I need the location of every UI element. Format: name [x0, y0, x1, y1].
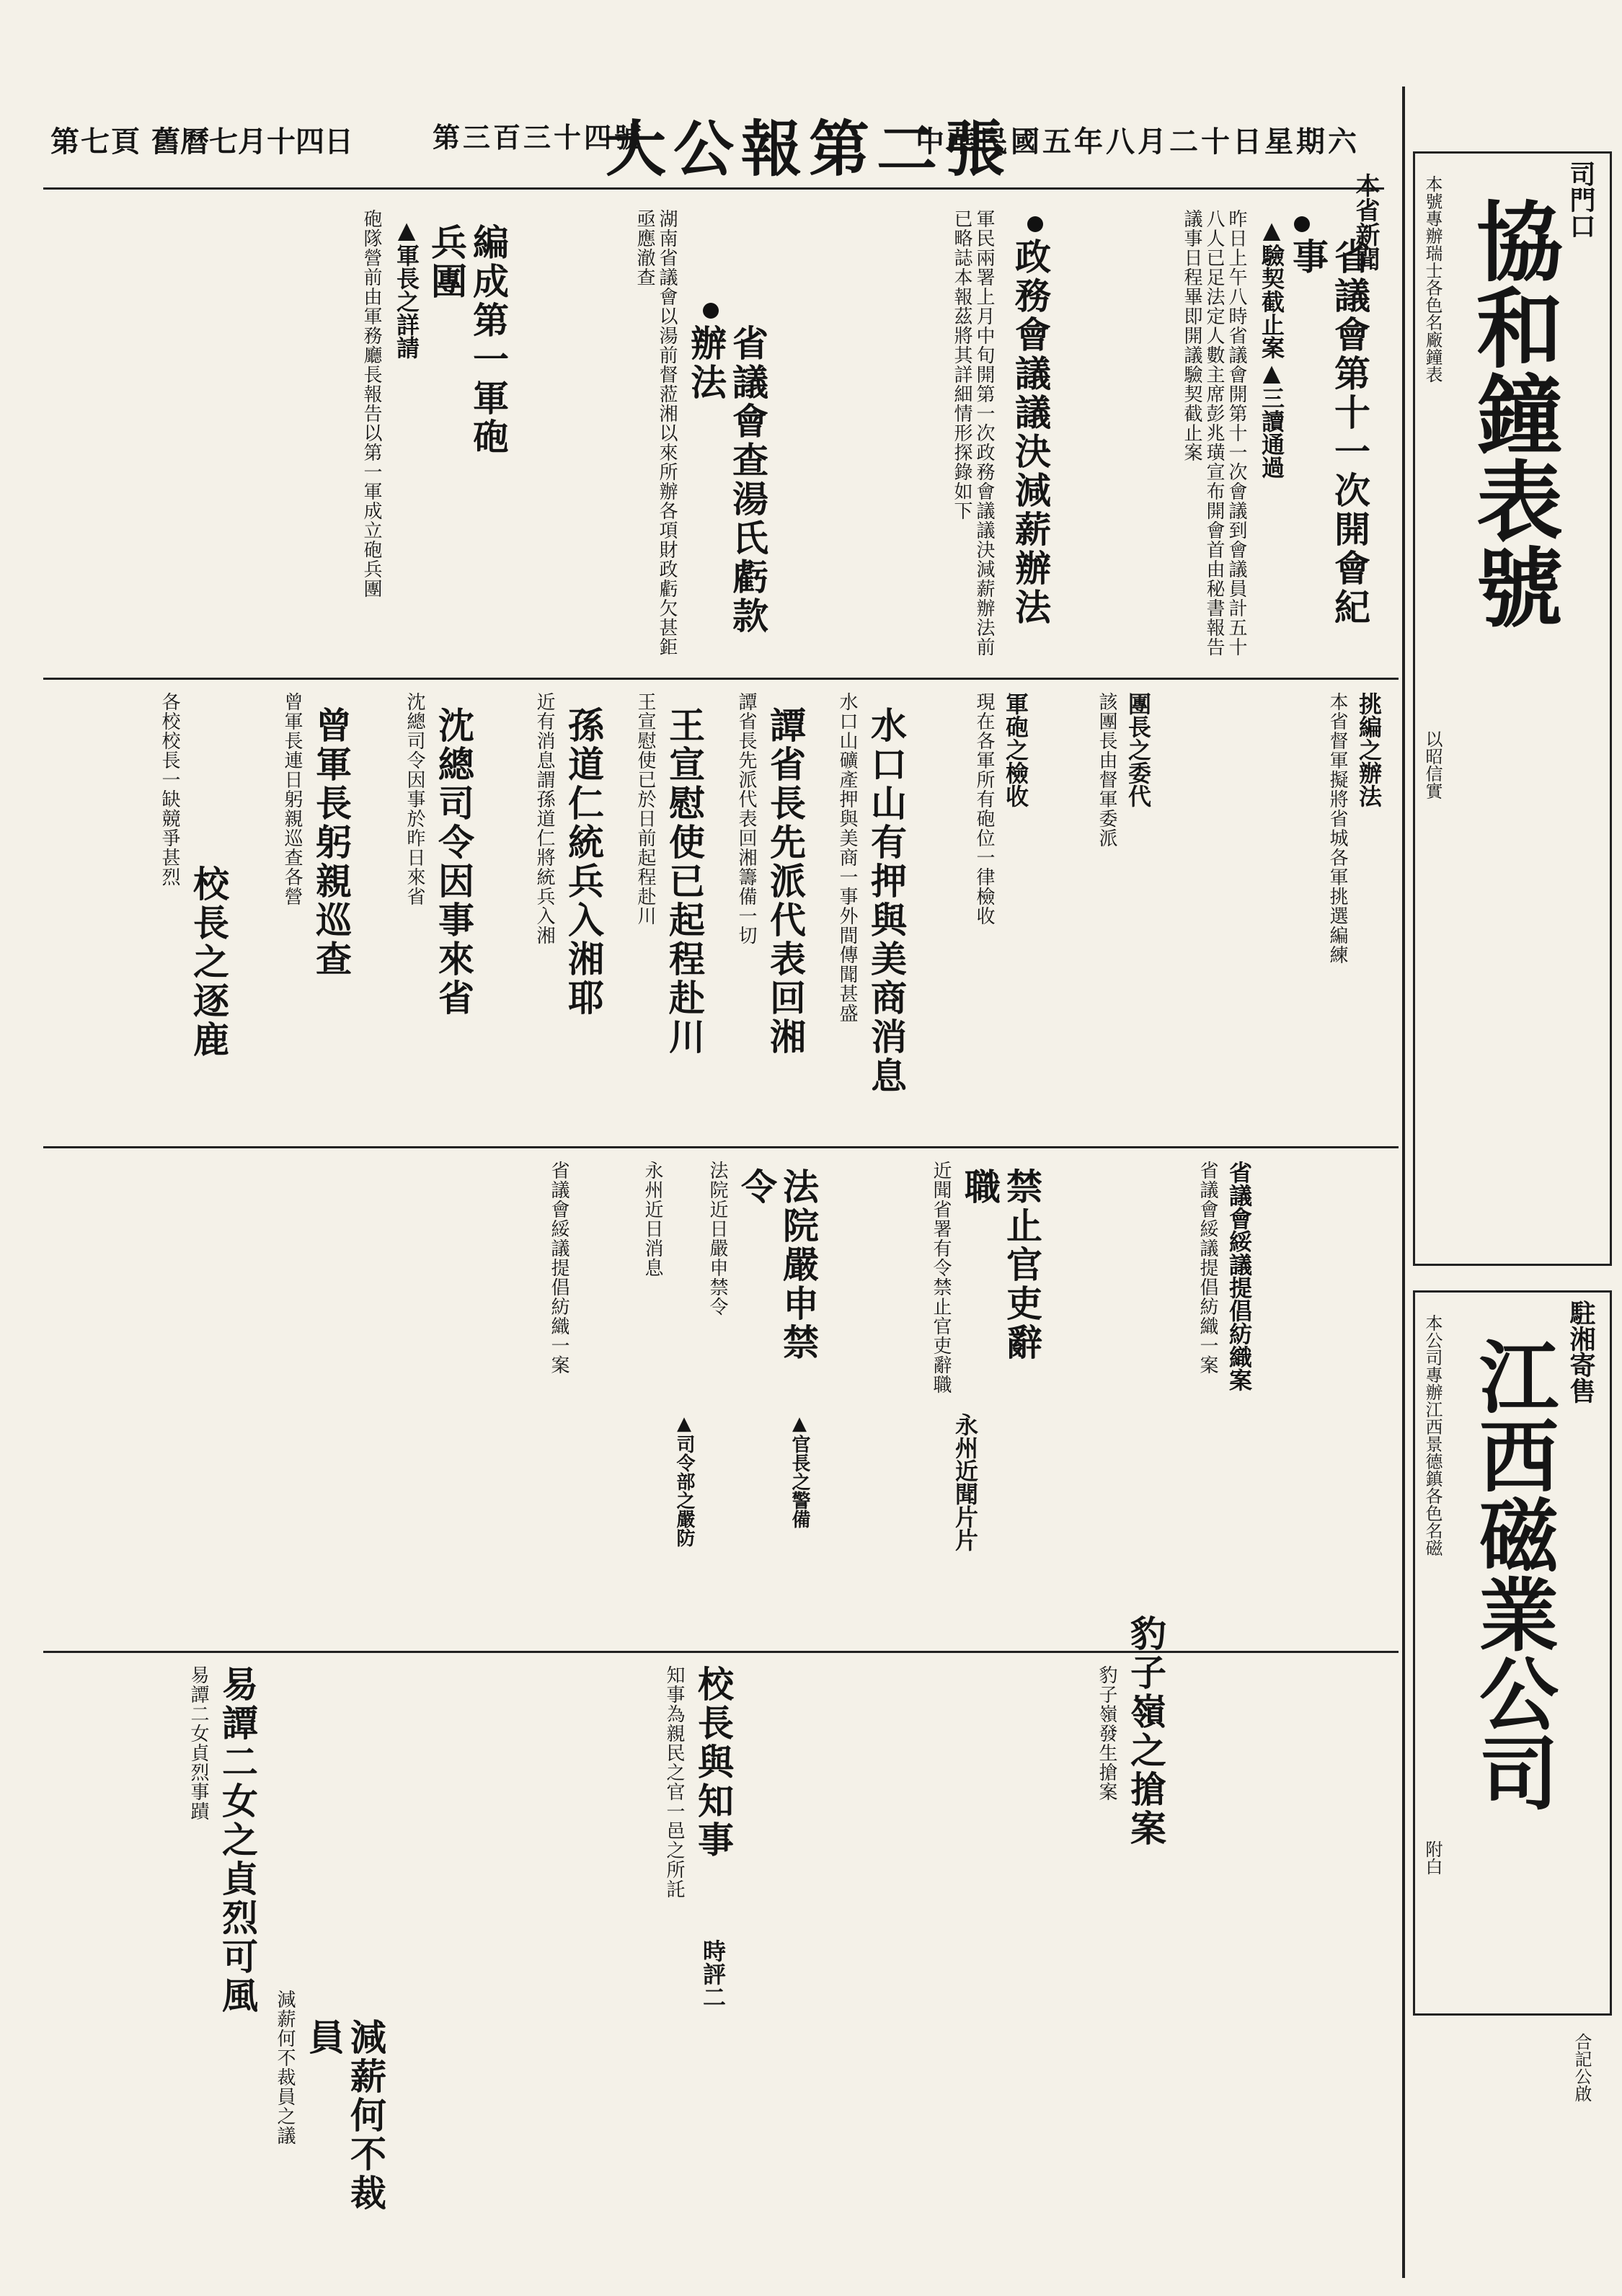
yongzhou-sub1: ▲官長之警備	[789, 1413, 810, 1528]
salary-body: 軍民兩署上月中旬開第一次政務會議議決減薪辦法前已略誌本報茲將其詳細情形探錄如下	[951, 209, 995, 657]
sun-title: 孫道仁統兵入湘耶	[562, 706, 605, 1018]
ad-small: 合記公啟	[1572, 2033, 1592, 2102]
row-divider-1	[43, 678, 1399, 680]
assembly-body: 昨日上午八時省議會開第十一次會議到會議員計五十八人已足法定人數主席彭兆璜宣布開會首由秘書報告議事日程畢即開議驗契截止案	[1181, 209, 1247, 657]
school-title: 校長與知事	[692, 1665, 735, 1860]
zeng-title: 曾軍長躬親巡查	[310, 706, 353, 979]
ad-jiangxi-title: 江西磁業公司	[1466, 1336, 1559, 1812]
ad-xiehe-body: 本號專辦瑞士各色名廠鐘表	[1422, 175, 1442, 383]
weave-body: 省議會綏議提倡紡織一案	[1197, 1161, 1218, 1375]
row-divider-2	[43, 1146, 1399, 1148]
first-army-title: 編成第一軍砲兵團	[425, 223, 510, 457]
cut-body: 減薪何不裁員之議	[274, 1990, 296, 2145]
ad-jiangxi-tag: 駐湘寄售	[1566, 1300, 1596, 1404]
chief-body: 該團長由督軍委派	[1096, 692, 1117, 848]
salary-title: 政務會議議決減薪辦法	[1009, 238, 1052, 627]
school-sub: 時評二	[699, 1939, 727, 2008]
row3-left-body: 省議會綏議提倡紡織一案	[548, 1161, 570, 1375]
right-divider	[1402, 87, 1405, 2278]
ad-xiehe-tag: 司門口	[1566, 161, 1596, 239]
check-body: 現在各軍所有砲位一律檢收	[973, 692, 995, 926]
ad-xiehe-tag2: 以昭信實	[1422, 730, 1442, 799]
assembly-dot	[1294, 216, 1310, 235]
baozi-title: 豹子嶺之搶案	[1125, 1615, 1167, 1848]
tan-title: 譚省長先派代表回湘	[764, 706, 807, 1057]
ad-jiangxi	[1413, 1290, 1612, 2016]
ad-jiangxi-body: 本公司專辦江西景德鎮各色名磁	[1422, 1314, 1442, 1556]
ad-xiehe	[1413, 151, 1612, 1266]
ban-body: 近聞省署有令禁止官吏辭職	[930, 1161, 952, 1394]
ban-title: 禁止官吏辭職	[959, 1168, 1043, 1362]
zeng-body: 曾軍長連日躬親巡查各營	[281, 692, 303, 906]
check-title: 軍砲之檢收	[1002, 692, 1029, 807]
ad-xiehe-title: 協和鐘表號	[1462, 197, 1564, 629]
tang-body: 湖南省議會以湯前督蒞湘以來所辦各項財政虧欠甚鉅亟應澈查	[634, 209, 678, 657]
wang-title: 王宣慰使已起程赴川	[663, 706, 706, 1057]
shen-title: 沈總司令因事來省	[433, 706, 475, 1018]
principal-body: 各校校長一缺競爭甚烈	[159, 692, 180, 887]
pick-title: 挑編之辦法	[1355, 692, 1383, 807]
court-title: 法院嚴申禁令	[735, 1168, 820, 1362]
yongzhou-sub2: ▲司令部之嚴防	[673, 1413, 695, 1547]
republic-date: 中華民國五年八月二十日星期六	[916, 125, 1360, 159]
ad-jiangxi-note: 附白	[1422, 1840, 1442, 1875]
baozi-body: 豹子嶺發生搶案	[1096, 1665, 1117, 1801]
weave-title: 省議會綏議提倡紡織案	[1226, 1161, 1253, 1391]
assembly-subtitle: ▲驗契截止案▲三讀通過	[1258, 216, 1285, 479]
court-body: 法院近日嚴申禁令	[706, 1161, 728, 1316]
salary-dot	[1027, 216, 1043, 235]
issue-number: 第三百三十四號	[433, 121, 645, 154]
page-number: 第七頁	[50, 125, 141, 159]
first-army-sub: ▲軍長之詳請	[393, 216, 420, 359]
shen-body: 沈總司令因事於昨日來省	[404, 692, 425, 906]
tan-body: 譚省長先派代表回湘籌備一切	[735, 692, 757, 945]
first-army-body: 砲隊營前由軍務廳長報告以第一軍成立砲兵團	[360, 209, 382, 598]
assembly-title: 省議會第十一次開會紀事	[1287, 238, 1371, 627]
chief-title: 團長之委代	[1125, 692, 1152, 807]
pick-body: 本省督軍擬將省城各軍挑選編練	[1326, 692, 1348, 965]
tang-title: 省議會查湯氏虧款辦法	[685, 324, 769, 636]
school-body: 知事為親民之官一邑之所託	[663, 1665, 685, 1899]
yongzhou-title: 永州近聞片片	[952, 1413, 979, 1551]
shuikou-body: 水口山礦產押與美商一事外間傳聞甚盛	[836, 692, 858, 1023]
principal-title: 校長之逐鹿	[187, 865, 230, 1060]
shuikou-title: 水口山有押與美商消息	[865, 706, 908, 1096]
lunar-date: 舊曆七月十四日	[151, 125, 353, 159]
tang-dot	[703, 303, 719, 322]
newspaper-title: 大公報第二張	[606, 113, 1013, 185]
wang-body: 王宣慰使已於日前起程赴川	[634, 692, 656, 926]
row-divider-3	[43, 1651, 1399, 1653]
section-local-news: 本省新聞	[1351, 173, 1380, 271]
cut-title: 減薪何不裁員	[303, 2018, 387, 2213]
sun-body: 近有消息謂孫道仁將統兵入湘	[533, 692, 555, 945]
yi-body: 易譚二女貞烈事蹟	[187, 1665, 209, 1821]
yi-title: 易譚二女之貞烈可風	[216, 1665, 259, 2016]
yongzhou-body: 永州近日消息	[642, 1161, 663, 1277]
